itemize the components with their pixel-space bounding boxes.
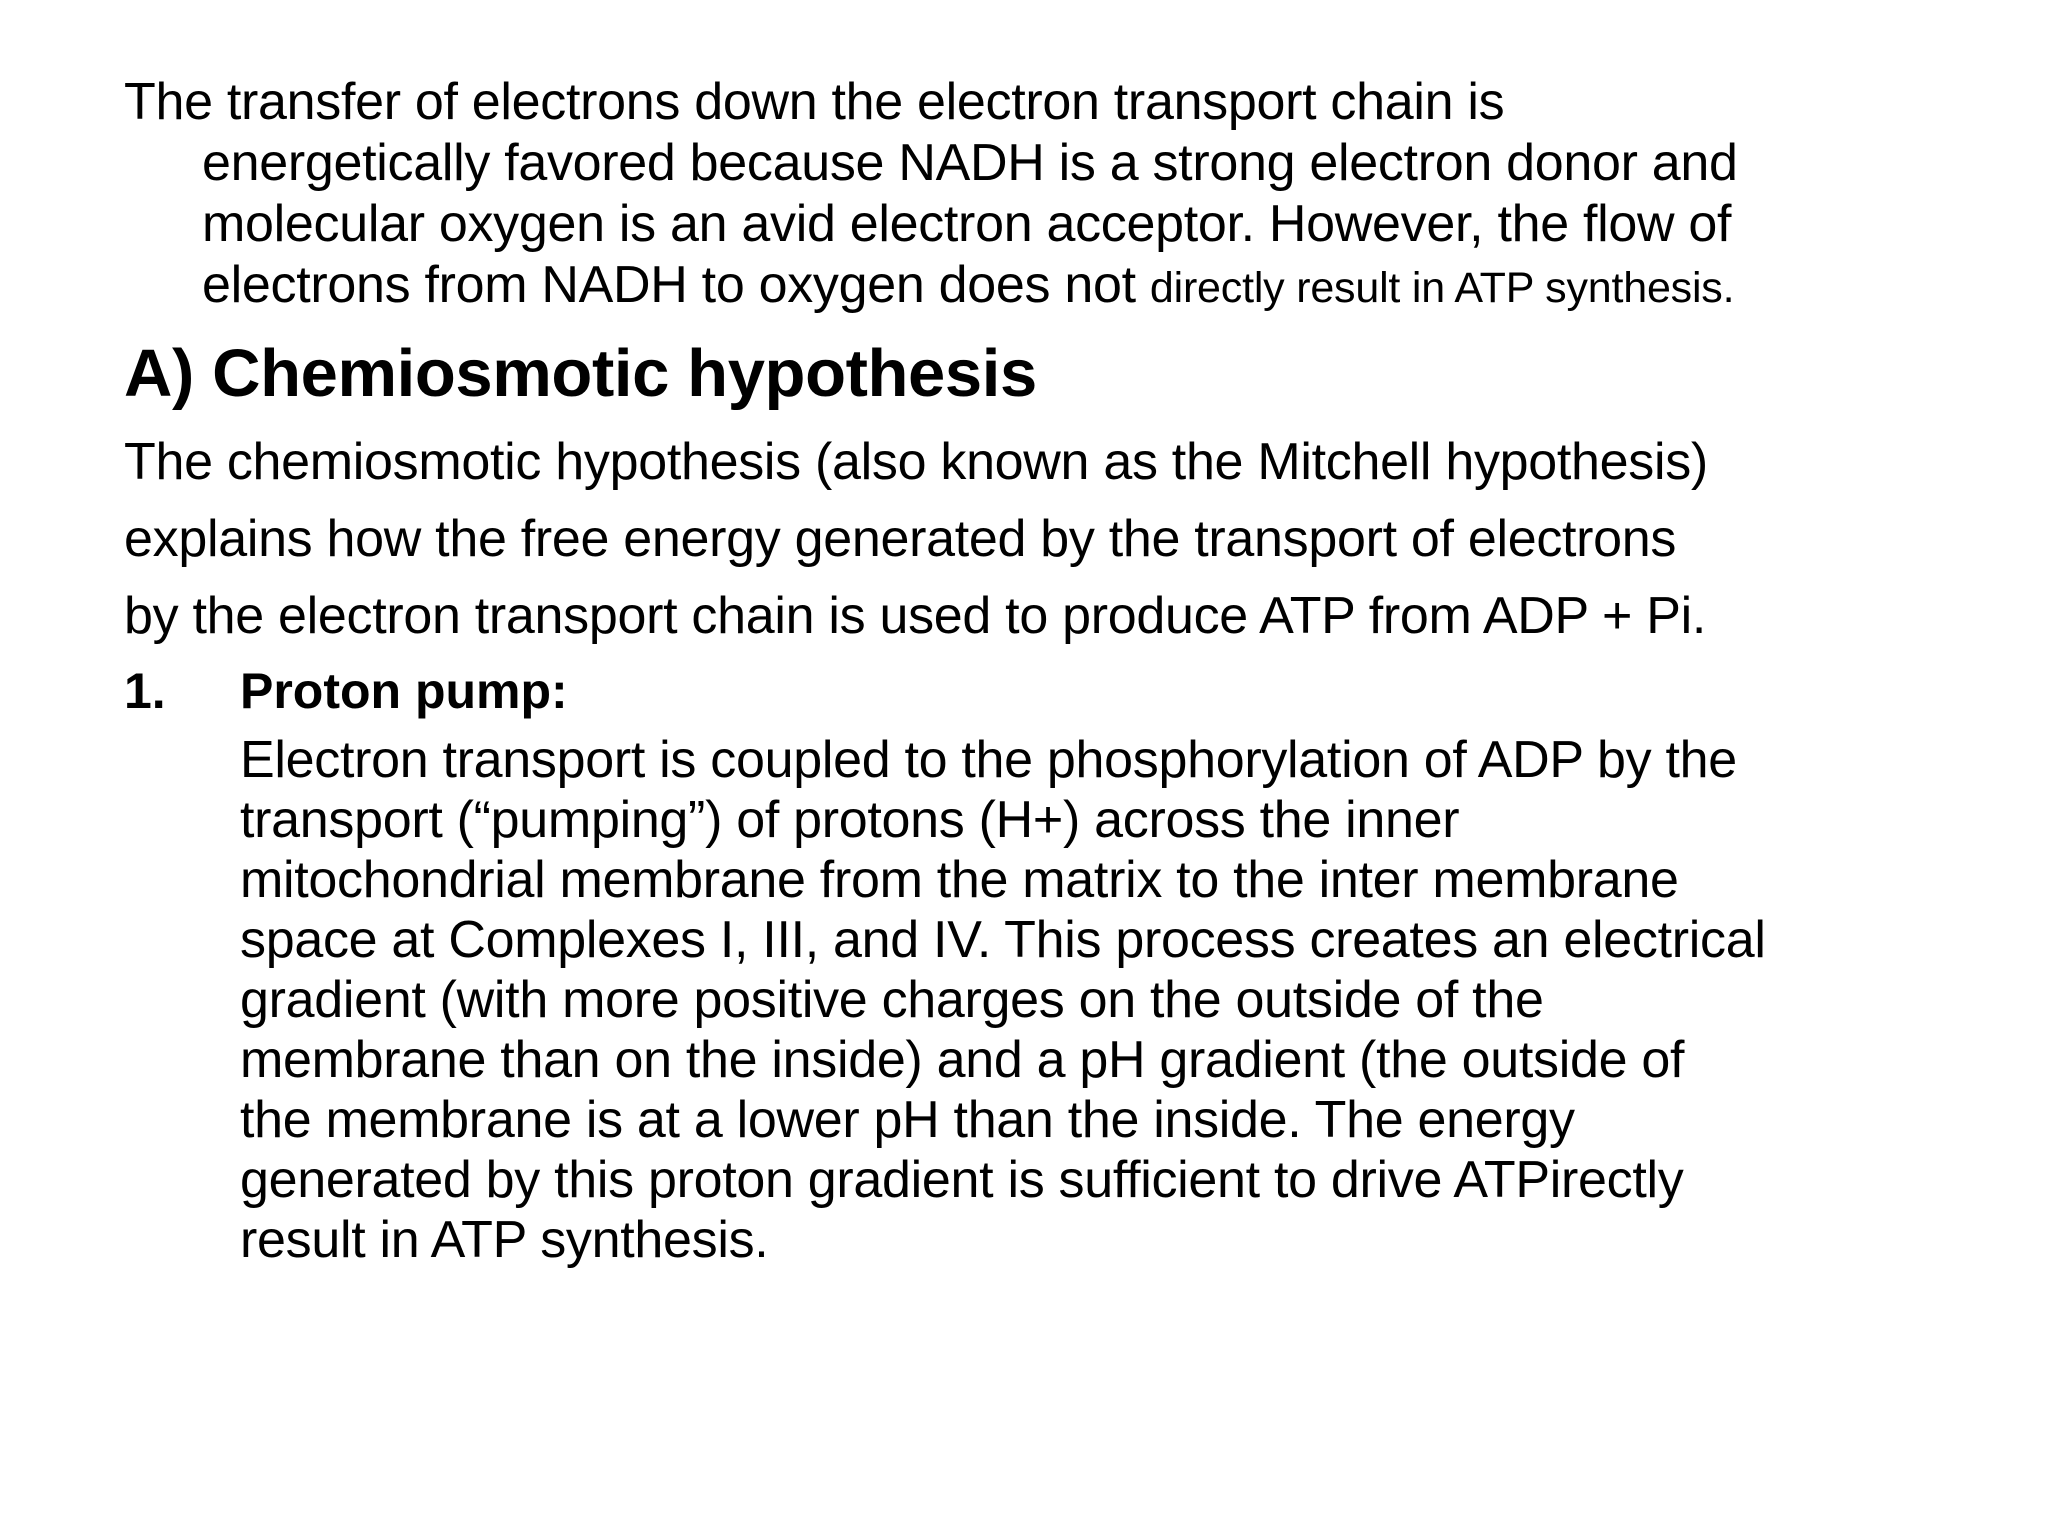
paragraph-line-2: explains how the free energy generated by the transport of electrons	[124, 510, 1677, 568]
description-line-1: Electron transport is coupled to the phosphorylation of ADP by the	[240, 731, 1737, 789]
description-line-4: space at Complexes I, III, and IV. This process creates an electrical	[240, 911, 1766, 969]
list-number: 1.	[124, 663, 166, 719]
description-line-7: the membrane is at a lower pH than the inside. The energy	[240, 1091, 1575, 1149]
intro-line-4-small: directly result in ATP synthesis.	[1149, 264, 1735, 312]
intro-line-4	[124, 255, 2004, 319]
hypothesis-paragraph	[124, 424, 2004, 655]
intro-line-2: energetically favored because NADH is a strong electron donor and	[202, 134, 1738, 192]
description-line-5: gradient (with more positive charges on the outside of the	[240, 971, 1544, 1029]
description-line-9: result in ATP synthesis.	[240, 1211, 769, 1269]
intro-line-3: molecular oxygen is an avid electron acceptor. However, the flow of	[202, 195, 1732, 253]
description-line-2: transport (“pumping”) of protons (H+) across the inner	[240, 791, 1460, 849]
description-line-3: mitochondrial membrane from the matrix to the inter membrane	[240, 851, 1679, 909]
paragraph-line-3: by the electron transport chain is used to produce ATP from ADP + Pi.	[124, 587, 1707, 645]
section-heading: A) Chemiosmotic hypothesis	[124, 336, 1037, 411]
intro-line-1: The transfer of electrons down the electron transport chain is	[124, 73, 1505, 131]
paragraph-line-1: The chemiosmotic hypothesis (also known as the Mitchell hypothesis)	[124, 433, 1708, 491]
description-line-6: membrane than on the inside) and a pH gradient (the outside of	[240, 1031, 1685, 1089]
list-title: Proton pump:	[240, 663, 568, 719]
proton-pump-description	[240, 730, 2030, 1270]
intro-line-4-main: electrons from NADH to oxygen does not	[202, 256, 1150, 314]
description-line-8: generated by this proton gradient is sufficient to drive ATPirectly	[240, 1151, 1684, 1209]
intro-paragraph	[124, 72, 2004, 319]
list-item-proton-pump	[124, 656, 2004, 726]
